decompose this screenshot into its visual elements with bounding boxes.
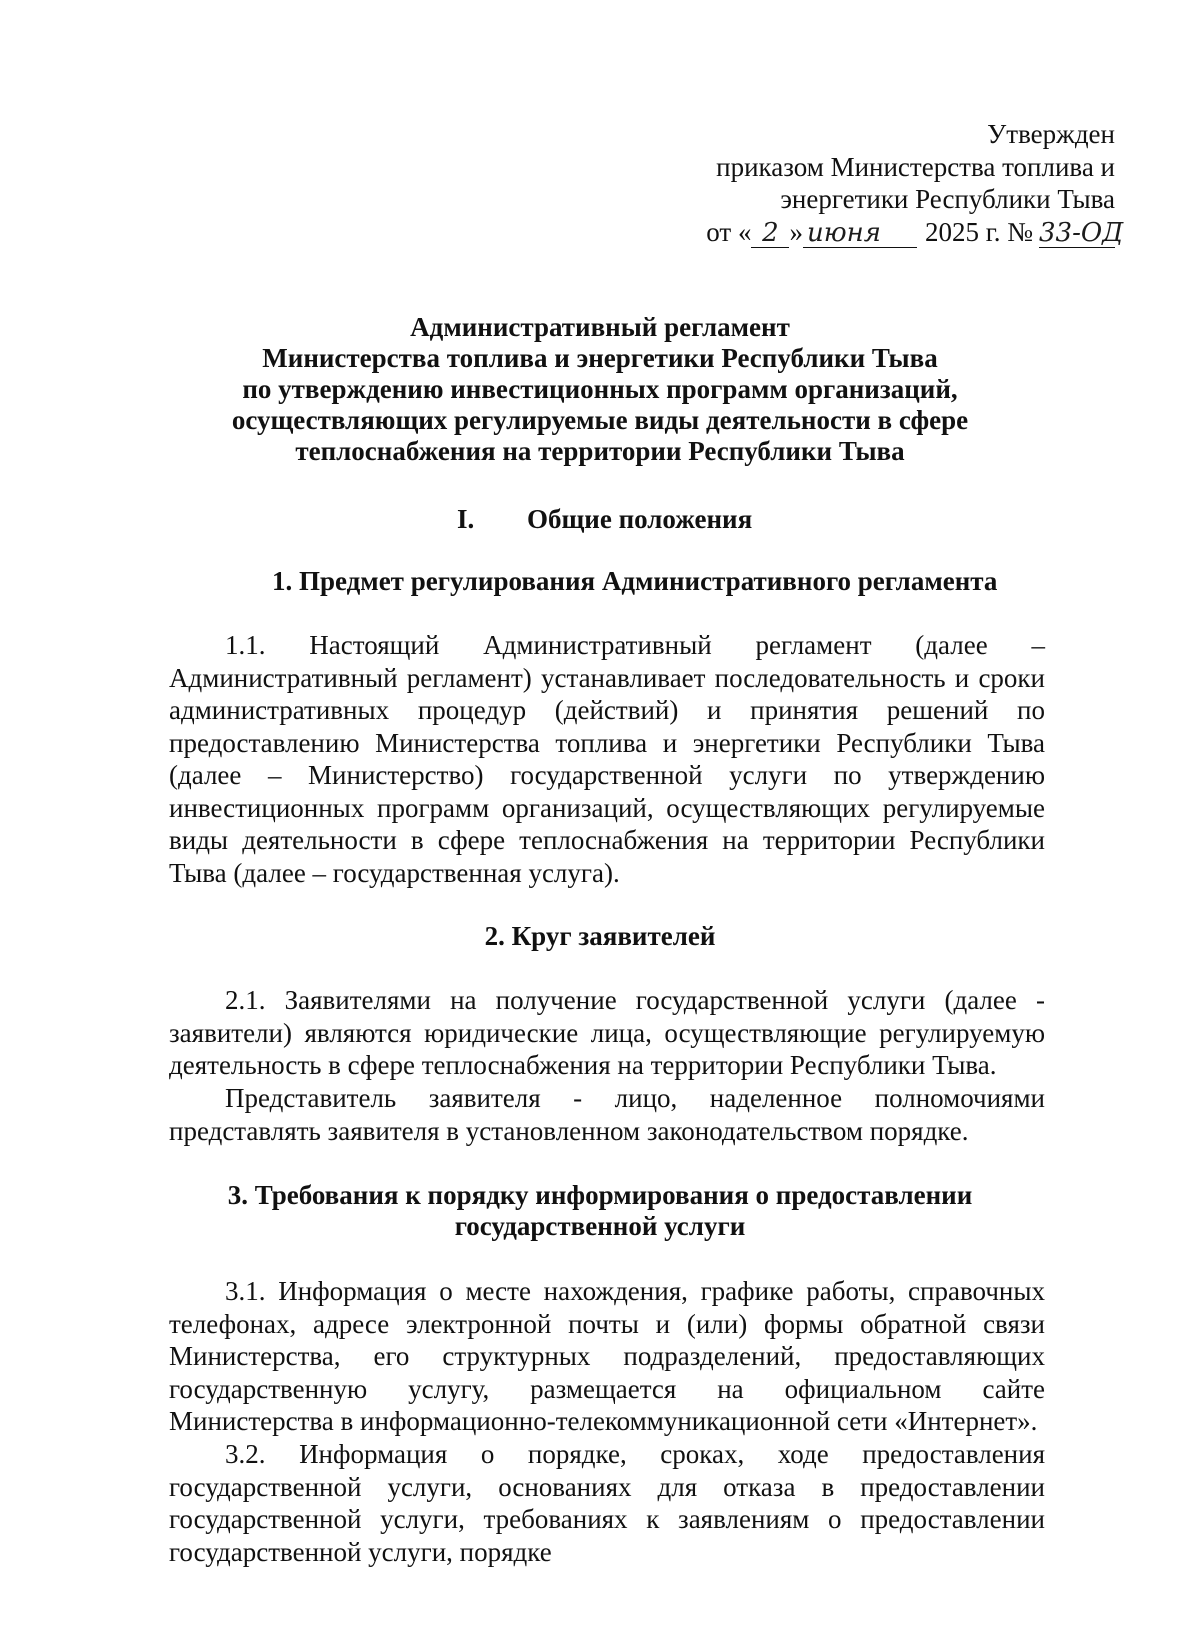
- date-month-handwritten: июня: [803, 219, 917, 248]
- section-title: Общие положения: [527, 504, 753, 534]
- approval-line-3: энергетики Республики Тыва: [780, 184, 1115, 214]
- subsection-title-2: 2. Круг заявителей: [484, 921, 716, 951]
- title-line-1: Административный регламент: [410, 312, 790, 342]
- section-number: I.: [457, 504, 475, 534]
- subsection-title-3-line-2: государственной услуги: [454, 1211, 746, 1241]
- approval-date-line: [595, 216, 1124, 249]
- document-title: [160, 312, 1040, 467]
- title-line-4: осуществляющих регулируемые виды деятельности в сфере: [231, 405, 969, 435]
- approval-line-2: приказом Министерства топлива и: [716, 151, 1115, 182]
- subsection-heading-3: [160, 1180, 1040, 1242]
- title-line-3: по утверждению инвестиционных программ организаций,: [242, 374, 958, 404]
- subsection-title-3-line-1: 3. Требования к порядку информирования о предоставлении: [227, 1180, 973, 1210]
- title-line-2: Министерства топлива и энергетики Республики Тыва: [262, 343, 938, 373]
- date-prefix: от «: [706, 216, 752, 247]
- paragraph-2-1: 2.1. Заявителями на получение государственной услуги (далее - заявители) являются юридические лица, осуществляющие регулируемую деятельность в сфере теплоснабжения на территории Республики Тыва.: [169, 985, 1045, 1080]
- order-number-handwritten: 33-ОД: [1039, 217, 1124, 248]
- paragraph-3-2: 3.2. Информация о порядке, сроках, ходе предоставления государственной услуги, основаниях для отказа в предоставлении государственной услуги, требованиях к заявлениям о предоставлении государственной услуги, порядке: [169, 1439, 1045, 1567]
- date-day-handwritten: 2: [751, 219, 789, 248]
- date-year: 2025 г. №: [924, 216, 1033, 247]
- subsection-heading-2: [160, 921, 1040, 952]
- paragraph-1-1: 1.1. Настоящий Административный регламент (далее – Административный регламент) устанавливает последовательность и сроки административных процедур (действий) и принятия решений по предоставлению Министерства топлива и энергетики Республики Тыва (далее – Министерство) государственной услуги по утверждению инвестиционных программ организаций, осуществляющих регулируемые виды деятельности в сфере теплоснабжения на территории Республики Тыва (далее – государственная услуга).: [169, 630, 1045, 888]
- paragraph-2-2: Представитель заявителя - лицо, наделенное полномочиями представлять заявителя в установленном законодательством порядке.: [169, 1083, 1045, 1146]
- approval-line-1: Утвержден: [987, 119, 1115, 149]
- date-quote-close: »: [789, 216, 803, 247]
- approval-stamp: [595, 118, 1124, 248]
- title-line-5: теплоснабжения на территории Республики Тыва: [295, 436, 905, 466]
- subsection-title-1: 1. Предмет регулирования Административного регламента: [272, 566, 998, 596]
- paragraph-3-1: 3.1. Информация о месте нахождения, графике работы, справочных телефонах, адресе электронной почты и (или) формы обратной связи Министерства, его структурных подразделений, предоставляющих государственную услугу, размещается на официальном сайте Министерства в информационно-телекоммуникационной сети «Интернет».: [169, 1276, 1045, 1436]
- subsection-heading-1: [160, 566, 1040, 597]
